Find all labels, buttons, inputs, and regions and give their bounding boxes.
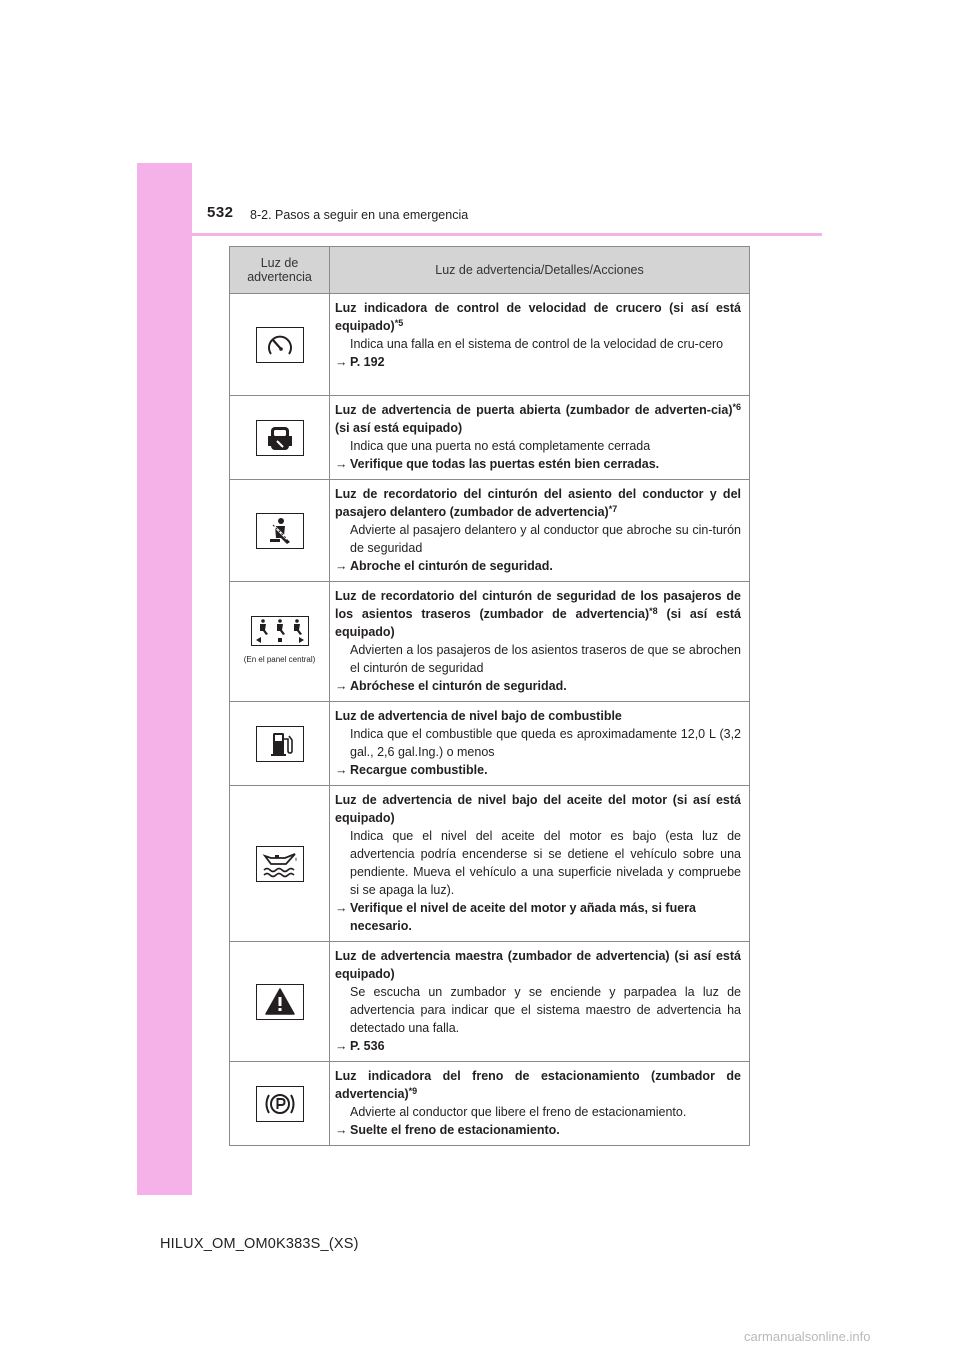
rear-seatbelt-reminder-icon: [251, 616, 309, 646]
table-row: [230, 480, 750, 582]
row-action: → Abróchese el cinturón de seguridad.: [335, 679, 567, 693]
section-title: 8-2. Pasos a seguir en una emergencia: [250, 208, 469, 222]
table-row: [230, 294, 750, 396]
row-title: Luz de recordatorio del cinturón de seguridad de los pasajeros de los asientos traseros (zumbador de advertencia)$^{*8}$ (si así está equipado): [335, 589, 742, 639]
low-fuel-icon: [256, 726, 304, 762]
row-title: Luz indicadora de control de velocidad de crucero (si así está equipado)$^{*5}$: [335, 301, 741, 333]
cruise-control-warning-icon: [256, 327, 304, 363]
open-door-warning-icon: [256, 420, 304, 456]
column-header-details: Luz de advertencia/Detalles/Acciones: [330, 247, 750, 294]
row-action: → Verifique el nivel de aceite del motor y añada más, si fuera necesario.: [335, 901, 696, 933]
row-description: Advierten a los pasajeros de los asientos traseros de que se abrochen el cinturón de seguridad: [350, 643, 741, 675]
warning-lights-table: [229, 246, 750, 1146]
row-description: Se escucha un zumbador y se enciende y parpadea la luz de advertencia para indicar que el sistema maestro de advertencia ha detectado una falla.: [350, 985, 741, 1035]
table-row: [230, 786, 750, 942]
row-title: Luz de advertencia de nivel bajo del aceite del motor (si así está equipado): [335, 793, 741, 825]
row-action: → P. 536: [335, 1039, 385, 1053]
row-title: Luz indicadora del freno de estacionamiento (zumbador de advertencia)$^{*9}$: [335, 1069, 741, 1101]
footnote-mark: *8: [649, 606, 658, 616]
row-action: → Verifique que todas las puertas estén bien cerradas.: [335, 457, 660, 471]
row-action: → P. 192: [335, 355, 385, 369]
low-oil-level-icon: [256, 846, 304, 882]
row-description: Advierte al conductor que libere el freno de estacionamiento.: [350, 1105, 687, 1119]
column-header-light: Luz de advertencia: [230, 247, 330, 294]
table-row: [230, 1062, 750, 1146]
row-description: Advierte al pasajero delantero y al conductor que abroche su cin-turón de seguridad: [350, 523, 741, 555]
row-action: → Suelte el freno de estacionamiento.: [335, 1123, 560, 1137]
row-description: Indica que el nivel del aceite del motor es bajo (esta luz de advertencia podría encenderse si se detiene el vehículo sobre una pendiente. Mueva el vehículo a una superficie nivelada y compruebe si se apaga la luz).: [350, 829, 741, 897]
row-description: Indica una falla en el sistema de control de la velocidad de cru-cero: [350, 337, 724, 351]
page-sidebar-band: [137, 163, 192, 1195]
row-title: Luz de advertencia de nivel bajo de combustible: [335, 709, 622, 723]
row-action: → Recargue combustible.: [335, 763, 488, 777]
document-code: HILUX_OM_OM0K383S_(XS): [160, 1236, 359, 1252]
seatbelt-reminder-icon: [256, 513, 304, 549]
footnote-mark: *9: [408, 1086, 418, 1096]
table-header-row: [230, 247, 750, 294]
table-row: [230, 702, 750, 786]
table-row: [230, 582, 750, 702]
footnote-mark: *6: [732, 402, 741, 412]
footnote-mark: *5: [394, 318, 404, 328]
parking-brake-icon: [256, 1086, 304, 1122]
row-title: Luz de recordatorio del cinturón del asiento del conductor y del pasajero delantero (zumbador de advertencia)$^{*7}$: [335, 487, 741, 519]
footnote-mark: *7: [608, 504, 618, 514]
row-title: Luz de advertencia maestra (zumbador de advertencia) (si así está equipado): [335, 949, 741, 981]
header-rule: [192, 233, 822, 236]
table-row: [230, 396, 750, 480]
page-number: 532: [207, 204, 234, 221]
icon-caption: (En el panel central): [243, 655, 316, 664]
row-description: Indica que una puerta no está completamente cerrada: [350, 439, 651, 453]
row-action: → Abroche el cinturón de seguridad.: [335, 559, 553, 573]
table-row: [230, 942, 750, 1062]
row-description: Indica que el combustible que queda es aproximadamente 12,0 L (3,2 gal., 2,6 gal.Ing.) o menos: [350, 727, 741, 759]
watermark: carmanualsonline.info: [744, 1329, 871, 1344]
row-title: Luz de advertencia de puerta abierta (zumbador de adverten-cia)$^{*6}$ (si así está equipado): [335, 402, 741, 435]
master-warning-icon: [256, 984, 304, 1020]
